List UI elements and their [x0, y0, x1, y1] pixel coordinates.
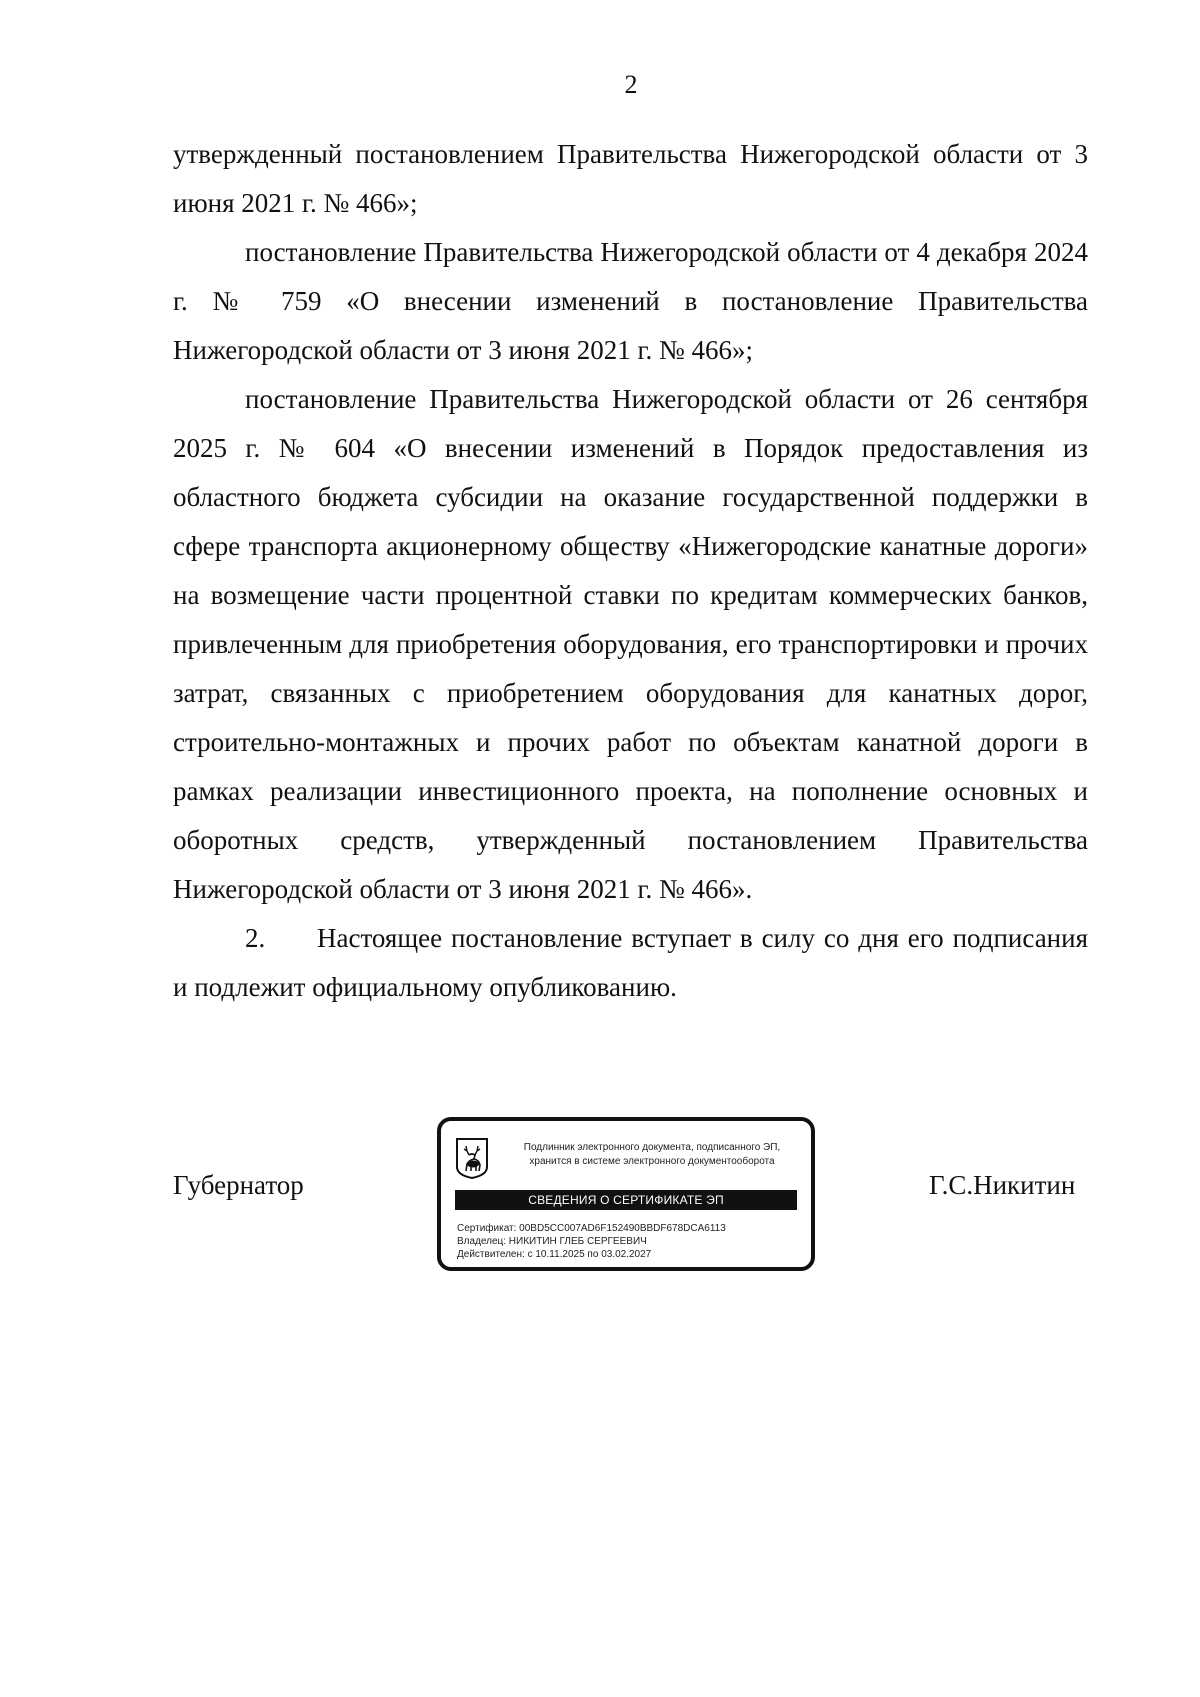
stamp-certificate: Сертификат: 00BD5CC007AD6F152490BBDF678DCA6113 — [457, 1223, 726, 1234]
signatory-name: Г.С.Никитин — [929, 1170, 1076, 1200]
stamp-validity: Действителен: с 10.11.2025 по 03.02.2027 — [457, 1249, 652, 1260]
clause-2 — [173, 914, 1088, 1012]
clause-number: 2. — [245, 923, 266, 953]
stamp-owner: Владелец: НИКИТИН ГЛЕБ СЕРГЕЕВИЧ — [457, 1236, 647, 1247]
clause-text: Настоящее постановление вступает в силу со дня его подписания и подлежит официальному опубликованию. — [173, 923, 1088, 1002]
stamp-header: СВЕДЕНИЯ О СЕРТИФИКАТЕ ЭП — [455, 1190, 797, 1210]
deer-emblem-icon — [455, 1137, 489, 1179]
paragraph-resolution-759: постановление Правительства Нижегородской области от 4 декабря 2024 г. № 759 «О внесении изменений в постановление Правительства Нижегородской области от 3 июня 2021 г. № 466»; — [173, 237, 1088, 365]
signatory-position: Губернатор — [173, 1170, 304, 1200]
document-body — [173, 130, 1088, 1012]
stamp-notice-line-1: Подлинник электронного документа, подписанного ЭП, — [523, 1142, 781, 1153]
page-number: 2 — [624, 70, 638, 99]
electronic-signature-stamp — [437, 1117, 815, 1271]
paragraph-resolution-604: постановление Правительства Нижегородской области от 26 сентября 2025 г. № 604 «О внесении изменений в Порядок предоставления из областного бюджета субсидии на оказание государственной поддержки в сфере транспорта акционерному обществу «Нижегородские канатные дороги» на возмещение части процентной ставки по кредитам коммерческих банков, привлеченным для приобретения оборудования, его транспортировки и прочих затрат, связанных с приобретением оборудования для канатных дорог, строительно-монтажных и прочих работ по объектам канатной дороги в рамках реализации инвестиционного проекта, на пополнение основных и оборотных средств, утвержденный постановлением Правительства Нижегородской области от 3 июня 2021 г. № 466». — [173, 384, 1088, 904]
stamp-certificate-details — [457, 1222, 726, 1261]
paragraph-continuation: утвержденный постановлением Правительства Нижегородской области от 3 июня 2021 г. № 466»; — [173, 139, 1088, 218]
stamp-notice-line-2: хранится в системе электронного документооборота — [529, 1156, 775, 1167]
stamp-notice — [497, 1141, 807, 1169]
